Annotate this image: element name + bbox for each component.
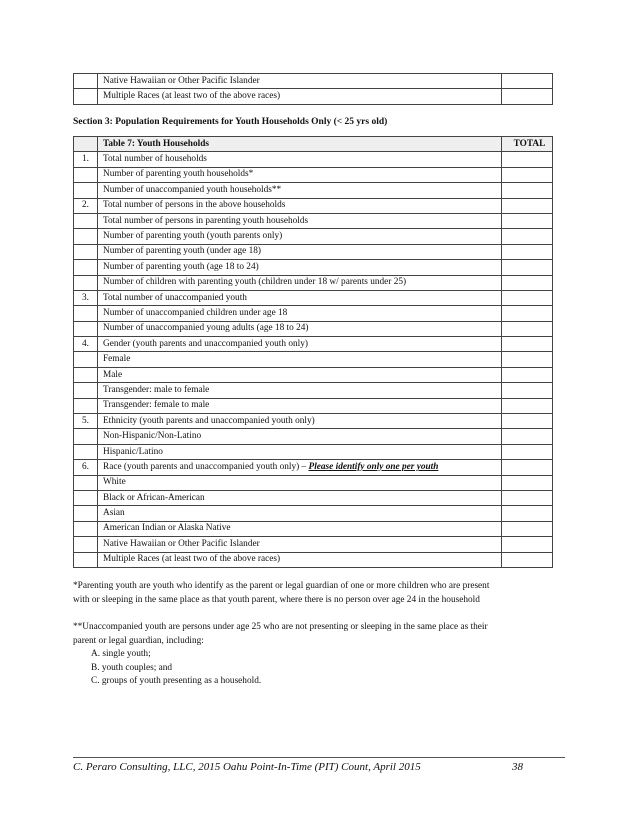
row-label: American Indian or Alaska Native	[103, 523, 231, 534]
total-cell[interactable]	[502, 152, 553, 167]
row-label-cell	[98, 490, 502, 505]
row-label-cell	[98, 152, 502, 167]
total-cell[interactable]	[502, 367, 553, 382]
table-row	[74, 74, 553, 89]
row-label: Number of parenting youth (under age 18)	[103, 246, 261, 257]
row-label: Asian	[103, 508, 125, 519]
row-label-cell	[98, 460, 502, 475]
list-item: A. single youth;	[91, 649, 151, 659]
row-label: Number of parenting youth (age 18 to 24)	[103, 261, 259, 272]
row-number: 3.	[74, 290, 98, 305]
row-label: Number of parenting youth households*	[103, 169, 254, 180]
unaccompanied-youth-note	[73, 621, 553, 689]
row-label-cell	[98, 383, 502, 398]
table-row	[74, 229, 553, 244]
table-row	[74, 414, 553, 429]
total-cell[interactable]	[502, 321, 553, 336]
row-label-cell	[98, 183, 502, 198]
race-table-continued	[73, 73, 553, 105]
table-row	[74, 321, 553, 336]
total-cell[interactable]	[502, 306, 553, 321]
total-cell[interactable]	[502, 198, 553, 213]
row-label-cell	[98, 198, 502, 213]
page-number: 38	[512, 761, 523, 773]
row-label-cell	[98, 537, 502, 552]
header-num-cell	[74, 137, 98, 152]
table-row	[74, 183, 553, 198]
row-label-cell	[98, 275, 502, 290]
row-number	[74, 490, 98, 505]
row-number	[74, 321, 98, 336]
note-line: with or sleeping in the same place as that youth parent, where there is no person over age 24 in the household	[73, 594, 480, 605]
total-cell[interactable]	[502, 244, 553, 259]
total-cell[interactable]	[502, 429, 553, 444]
row-number	[74, 167, 98, 182]
row-label: Non-Hispanic/Non-Latino	[103, 431, 202, 442]
row-label: Male	[103, 369, 123, 380]
row-label: Female	[103, 354, 131, 365]
row-label: Number of unaccompanied youth households**	[103, 184, 282, 195]
table-row	[74, 537, 553, 552]
row-label: Ethnicity (youth parents and unaccompanied youth only)	[103, 415, 315, 426]
total-cell[interactable]	[502, 260, 553, 275]
row-label-cell	[98, 429, 502, 444]
row-label-cell	[98, 552, 502, 567]
row-label: Number of parenting youth (youth parents only)	[103, 231, 283, 242]
unaccompanied-list	[73, 648, 553, 689]
table-row	[74, 152, 553, 167]
row-label: Hispanic/Latino	[103, 446, 163, 457]
row-number	[74, 352, 98, 367]
row-number	[74, 213, 98, 228]
total-cell[interactable]	[502, 552, 553, 567]
table-row	[74, 444, 553, 459]
table-row	[74, 290, 553, 305]
row-number	[74, 537, 98, 552]
table-row	[74, 198, 553, 213]
table-row	[74, 213, 553, 228]
total-cell[interactable]	[502, 183, 553, 198]
row-number	[74, 74, 98, 89]
parenting-youth-note	[73, 580, 553, 607]
row-number: 4.	[74, 337, 98, 352]
row-label-cell	[98, 352, 502, 367]
table-row	[74, 429, 553, 444]
row-number	[74, 89, 98, 104]
row-emphasis: Please identify only one per youth	[308, 461, 439, 472]
table-row	[74, 275, 553, 290]
row-number	[74, 383, 98, 398]
note-line: **Unaccompanied youth are persons under age 25 who are not presenting or sleeping in the same place as their	[73, 622, 488, 632]
row-number	[74, 506, 98, 521]
total-cell[interactable]	[502, 74, 553, 89]
row-label: Race (youth parents and unaccompanied youth only) –	[103, 461, 309, 472]
row-number	[74, 429, 98, 444]
note-line: *Parenting youth are youth who identify as the parent or legal guardian of one or more children who are present	[73, 581, 490, 591]
total-cell[interactable]	[502, 167, 553, 182]
total-cell[interactable]	[502, 506, 553, 521]
row-number	[74, 275, 98, 290]
total-cell[interactable]	[502, 490, 553, 505]
total-cell[interactable]	[502, 337, 553, 352]
row-label: Native Hawaiian or Other Pacific Islander	[103, 538, 260, 549]
total-cell[interactable]	[502, 398, 553, 413]
table-row	[74, 383, 553, 398]
row-label: Total number of persons in the above households	[103, 200, 286, 211]
total-cell[interactable]	[502, 460, 553, 475]
total-cell[interactable]	[502, 229, 553, 244]
row-number	[74, 229, 98, 244]
row-label-cell	[98, 167, 502, 182]
section-title: Section 3: Population Requirements for Youth Households Only (< 25 yrs old)	[73, 117, 388, 127]
row-label: Multiple Races (at least two of the above races)	[103, 91, 281, 102]
youth-households-table	[73, 136, 553, 568]
row-label-cell	[98, 337, 502, 352]
row-number: 1.	[74, 152, 98, 167]
row-number	[74, 306, 98, 321]
total-cell[interactable]	[502, 383, 553, 398]
total-cell[interactable]	[502, 275, 553, 290]
row-label-cell	[98, 74, 502, 89]
total-cell[interactable]	[502, 521, 553, 536]
row-label-cell	[98, 244, 502, 259]
table-row	[74, 352, 553, 367]
footer-divider	[73, 757, 565, 758]
row-number	[74, 244, 98, 259]
table-row	[74, 260, 553, 275]
row-label-cell	[98, 367, 502, 382]
table-row	[74, 460, 553, 475]
row-number	[74, 552, 98, 567]
row-number: 2.	[74, 198, 98, 213]
row-label-cell	[98, 444, 502, 459]
row-label: Transgender: male to female	[103, 384, 210, 395]
row-number: 6.	[74, 460, 98, 475]
row-label-cell	[98, 475, 502, 490]
row-number: 5.	[74, 414, 98, 429]
row-label-cell	[98, 213, 502, 228]
total-cell[interactable]	[502, 444, 553, 459]
footer-text: C. Peraro Consulting, LLC, 2015 Oahu Point-In-Time (PIT) Count, April 2015	[73, 761, 421, 773]
row-label-cell	[98, 414, 502, 429]
row-label: Total number of persons in parenting youth households	[103, 215, 309, 226]
table-row	[74, 398, 553, 413]
total-cell[interactable]	[502, 213, 553, 228]
row-label: Black or African-American	[103, 492, 205, 503]
row-label: Total number of unaccompanied youth	[103, 292, 247, 303]
row-number	[74, 183, 98, 198]
table-row	[74, 506, 553, 521]
row-label: Native Hawaiian or Other Pacific Islander	[103, 75, 260, 86]
row-label: Transgender: female to male	[103, 400, 210, 411]
table-row	[74, 521, 553, 536]
row-label-cell	[98, 398, 502, 413]
row-label: Total number of households	[103, 154, 207, 165]
row-label: Number of unaccompanied young adults (age 18 to 24)	[103, 323, 309, 334]
total-cell[interactable]	[502, 414, 553, 429]
table-row	[74, 244, 553, 259]
table-row	[74, 306, 553, 321]
table-row	[74, 337, 553, 352]
row-label: Gender (youth parents and unaccompanied youth only)	[103, 338, 308, 349]
list-item: C. groups of youth presenting as a household.	[91, 676, 262, 686]
row-label-cell	[98, 229, 502, 244]
total-cell[interactable]	[502, 89, 553, 104]
note-line: parent or legal guardian, including:	[73, 635, 204, 646]
row-label: Number of children with parenting youth (children under 18 w/ parents under 25)	[103, 277, 407, 288]
total-header: TOTAL	[502, 137, 553, 152]
row-label-cell	[98, 89, 502, 104]
row-label: Number of unaccompanied children under age 18	[103, 307, 288, 318]
row-label-cell	[98, 290, 502, 305]
list-item: B. youth couples; and	[91, 662, 173, 673]
row-label-cell	[98, 306, 502, 321]
row-number	[74, 521, 98, 536]
total-cell[interactable]	[502, 475, 553, 490]
table-row	[74, 552, 553, 567]
total-cell[interactable]	[502, 537, 553, 552]
row-label: White	[103, 477, 126, 488]
row-number	[74, 475, 98, 490]
row-number	[74, 260, 98, 275]
total-cell[interactable]	[502, 352, 553, 367]
table-row	[74, 367, 553, 382]
row-number	[74, 398, 98, 413]
total-cell[interactable]	[502, 290, 553, 305]
row-label-cell	[98, 321, 502, 336]
table-row	[74, 89, 553, 104]
row-label-cell	[98, 506, 502, 521]
table-row	[74, 167, 553, 182]
row-label: Multiple Races (at least two of the above races)	[103, 554, 281, 565]
table-row	[74, 490, 553, 505]
table-header-row	[74, 137, 553, 152]
table-title: Table 7: Youth Households	[98, 137, 502, 152]
row-number	[74, 367, 98, 382]
table-row	[74, 475, 553, 490]
row-number	[74, 444, 98, 459]
row-label-cell	[98, 521, 502, 536]
row-label-cell	[98, 260, 502, 275]
